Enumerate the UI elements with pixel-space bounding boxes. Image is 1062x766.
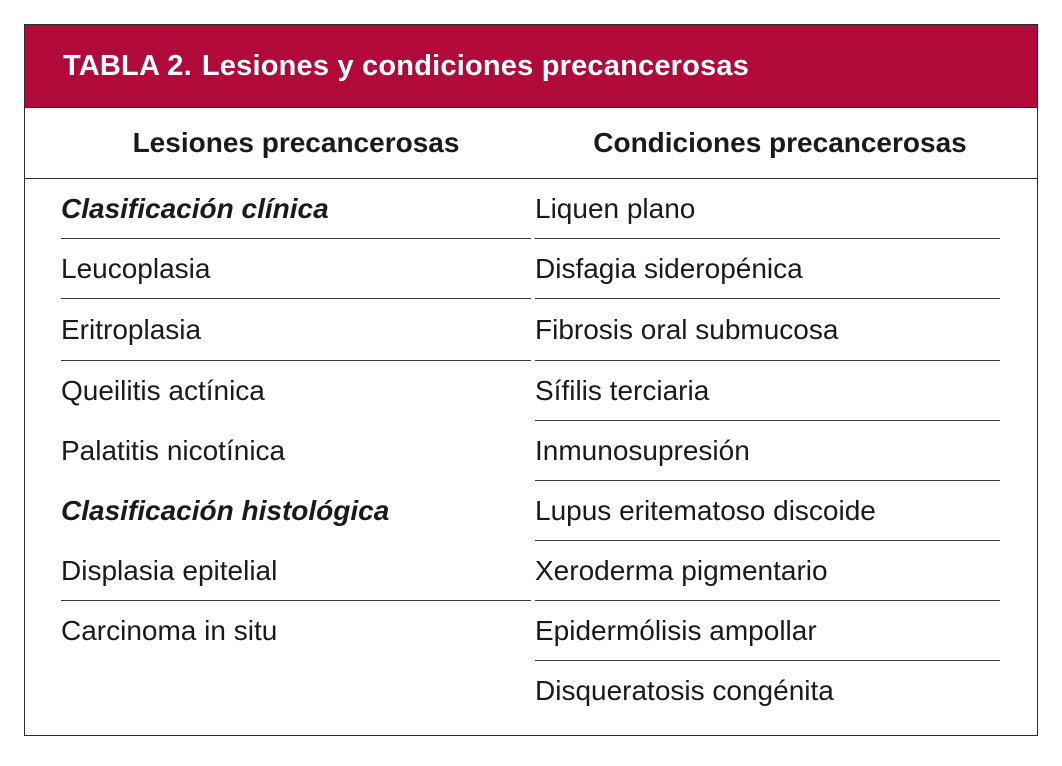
header-lesiones: Lesiones precancerosas: [132, 127, 460, 158]
lesiones-item: Carcinoma in situ: [61, 615, 278, 646]
lesiones-item: Queilitis actínica: [61, 375, 265, 406]
table-title: Lesiones y condiciones precancerosas: [201, 49, 750, 82]
condiciones-item: Disqueratosis congénita: [535, 675, 834, 706]
lesiones-item: Leucoplasia: [61, 239, 531, 299]
condiciones-item: Inmunosupresión: [535, 421, 1000, 481]
lesiones-item: Displasia epitelial: [61, 541, 531, 601]
condiciones-item: Liquen plano: [535, 179, 1000, 239]
lesiones-section-clinica: Clasificación clínica: [61, 179, 531, 239]
condiciones-item: Xeroderma pigmentario: [535, 541, 1000, 601]
table-frame: [24, 24, 1038, 736]
lesiones-section-histologica: Clasificación histológica: [61, 495, 390, 526]
table-header-row: [25, 107, 1037, 179]
lesiones-item: Palatitis nicotínica: [61, 435, 286, 466]
condiciones-item: Fibrosis oral submucosa: [535, 299, 1000, 361]
condiciones-item: Epidermólisis ampollar: [535, 601, 1000, 661]
header-condiciones: Condiciones precancerosas: [593, 127, 967, 158]
lesiones-item: Eritroplasia: [61, 299, 531, 361]
table-label: TABLA 2.: [63, 49, 192, 82]
table-title-bar: [25, 25, 1037, 107]
condiciones-item: Disfagia sideropénica: [535, 239, 1000, 299]
condiciones-item: Sífilis terciaria: [535, 361, 1000, 421]
condiciones-item: Lupus eritematoso discoide: [535, 481, 1000, 541]
